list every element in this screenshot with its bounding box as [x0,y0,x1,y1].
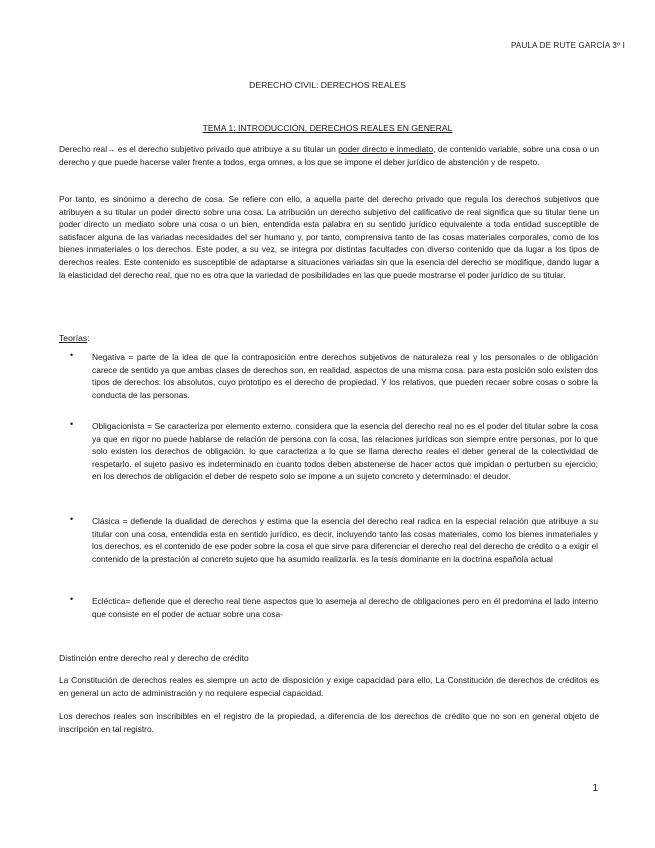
definition-text-start: Derecho real→ es el derecho subjetivo privado que atribuye a su titular un [59,144,339,154]
definition-text-end: , de contenido variable, sobre una cosa o un derecho y que puede hacerse valer frente a todos, erga omnes, a los que se impone el deber jurídico de abstención y de respeto. [59,144,600,167]
theory-item-negativa: Negativa = parte de la idea de que la contraposición entre derechos subjetivos de naturaleza real y los personales o de obligación carece de sentido ya que ambas clases de derechos son, en realidad, aspectos de una misma cosa. para esta posición solo existen dos tipos de derechos: los absolutos, cuyo prototipo es el derecho de propiedad. Y los relativos, que pueden recaer sobre cosas o sobre la conducta de las personas. [92,352,598,400]
section-title: TEMA 1: INTRODUCCIÓN, DERECHOS REALES EN GENERAL [202,123,453,133]
explanation-paragraph: Por tanto, es sinónimo a derecho de cosa. Se refiere con ello, a aquella parte del derecho privado que regula los derechos subjetivos que atribuyen a su titular un poder directo sobre una cosa. La atribución un derecho subjetivo del calificativo de real significa que su titular tiene un poder directo un mediato sobre una cosa o un bien, entendida esta palabra en su sentido jurídico equivalente a toda entidad susceptible de satisfacer alguna de las variadas necesidades del ser humano y, por tanto, comprensiva tanto de las cosas materiales corporales, como de los bienes inmateriales o los derechos. Este poder, a su vez, se integra por distintas facultades con diverso contenido que da lugar a los tipos de derechos reales. Este contenido es susceptible de adaptarse a situaciones variadas sin que la esencia del derecho se modifique, dando lugar a la elasticidad del derecho real, que no es otra que la variedad de posibilidades en las que puede mostrarse el poder jurídico de su titular. [59,194,599,280]
bullet-icon: • [70,350,74,360]
theory-item-obligacionista: Obligacionista = Se caracteriza por elemento externo. considera que la esencia del derecho real no es el poder del titular sobre la cosa ya que en rigor no puede hablarse de relación de persona con la cosa, las relaciones jurídicas son siempre entre personas, por lo que solo existen los derechos de obligación. lo que caracteriza a lo que se llama derecho reales el deber general de la colectividad de respetarlo. el sujeto pasivo es indeterminado en cuanto todos deben abstenerse de hacer actos que impidan o perturben su ejercicio; en los derechos de obligación el deber de respeto solo se impone a un sujeto concreto y determinado: el deudor. [92,421,598,482]
bullet-icon: • [70,594,74,604]
theories-heading-colon: : [87,333,90,343]
theory-item-eclectica: Ecléctica= defiende que el derecho real tiene aspectos que lo asemeja al derecho de obligaciones pero en él predomina el lado interno que consiste en el poder de actuar sobre una cosa- [92,596,598,619]
distinction-paragraph-2: Los derechos reales son inscribibles en el registro de la propiedad, a diferencia de los derechos de crédito que no son en general objeto de inscripción en tal registro. [59,711,599,734]
definition-paragraph [59,143,599,168]
distinction-paragraph-1: La Constitución de derechos reales es siempre un acto de disposición y exige capacidad para ello, La Constitución de derechos de créditos es en general un acto de administración y no requiere especial capacidad. [59,675,599,698]
page-number: 1 [592,783,598,794]
theories-heading [59,333,90,343]
bullet-icon: • [70,514,74,524]
page-header-author: PAULA DE RUTE GARCÍA 3º I [510,41,625,50]
theories-heading-text: Teorías [59,333,88,343]
document-title: DERECHO CIVIL: DERECHOS REALES [249,80,406,90]
bullet-icon: • [70,419,74,429]
distinction-heading: Distinción entre derecho real y derecho de crédito [59,653,249,663]
definition-underlined-text: poder directo e inmediato [338,144,434,154]
theory-item-clasica: Clásica = defiende la dualidad de derechos y estima que la esencia del derecho real radica en la especial relación que atribuye a su titular con una cosa, entendida esta en sentido jurídico, es decir, incluyendo tanto las cosas materiales, como los bienes inmateriales y los derechos. es el contenido de ese poder sobre la cosa el que sirve para diferenciar el derecho real del derecho de crédito o a exigir el contenido de la prestación al concreto sujeto que ha asumido realizarla. es la tesis dominante en la doctrina española actual [92,516,598,564]
